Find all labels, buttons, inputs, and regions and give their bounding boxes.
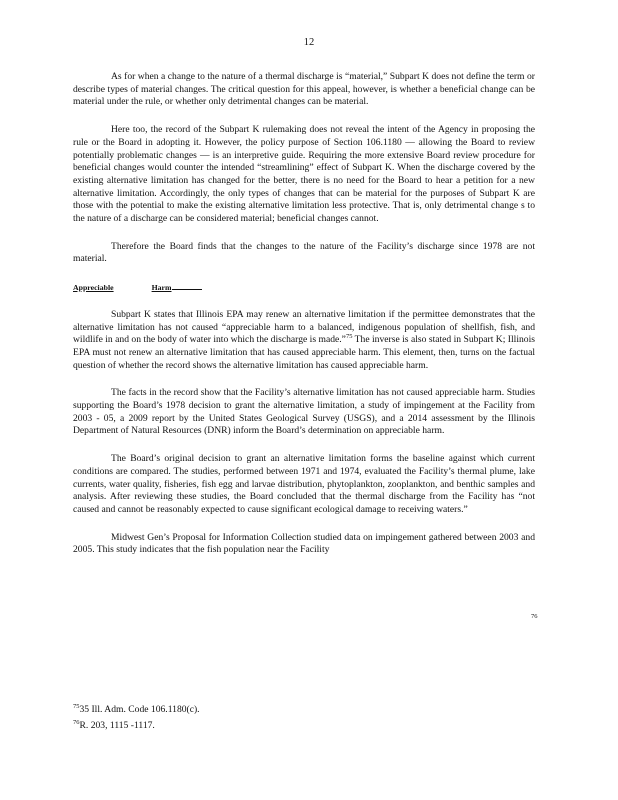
footnote-75-text: 35 Ill. Adm. Code 106.1180(c).: [79, 704, 200, 716]
heading-word-harm: Harm: [151, 283, 172, 293]
paragraph-original-decision: The Board’s original decision to grant an alternative limitation forms the baseline against which current conditions are compared. The studies, performed between 1971 and 1974, evaluated the Facility’s thermal plume, lake currents, water quality, fisheries, fish egg and larvae distribution, phytoplankton, zooplankton, and benthic samples and analysis. After reviewing these studies, the Board concluded that the thermal discharge from the Facility has “not caused and cannot be reasonably expected to cause significant ecological damage to receiving waters.”: [73, 453, 535, 515]
footnote-75: [73, 700, 535, 716]
paragraph-subpart-k-renewal-part1: Subpart K states that Illinois EPA may renew an alternative limitation if the permittee demonstrates that the alternative limitation has not caused “appreciable harm to a balanced, indigenous population of shellfish, fish, and wildlife in and on the body of water into which the discharge is made.”: [73, 308, 535, 346]
paragraph-record-facts: The facts in the record show that the Facility’s alternative limitation has not caused appreciable harm. Studies supporting the Board’s 1978 decision to grant the alternative limitation, a study of impingement at the Facility from 2003 - 05, a 2009 report by the United States Geological Survey (USGS), and a 2014 assessment by the Illinois Department of Natural Resources (DNR) inform the Board’s determination on appreciable harm.: [73, 387, 535, 437]
footnote-76-text: R. 203, 1115 -1117.: [79, 720, 155, 732]
paragraph-impingement-study: Midwest Gen’s Proposal for Information Collection studied data on impingement gathered between 2003 and 2005. This study indicates that the fish population near the Facility: [73, 531, 535, 556]
footnote-76-number: 76: [73, 719, 80, 727]
paragraph-board-finding: Therefore the Board finds that the changes to the nature of the Facility’s discharge since 1978 are not material.: [73, 240, 535, 265]
footnote-76: [73, 716, 535, 732]
footnotes: [73, 700, 535, 732]
footnote-reference-76: 76: [531, 613, 538, 620]
footnote-75-number: 75: [73, 703, 80, 710]
paragraph-material-change: As for when a change to the nature of a thermal discharge is “material,” Subpart K does not define the term or describe types of material changes. The critical question for this appeal, however, is whether a beneficial change can be material under the rule, or whether only detrimental changes can be material.: [73, 71, 535, 108]
paragraph-subpart-k-renewal-part2: The inverse is also stated in Subpart K; Illinois EPA must not renew an alternative limitation that has caused appreciable harm. This element, then, turns on the factual question of whether the record shows the alternative limitation has caused appreciable harm.: [73, 334, 535, 371]
page-number: 12: [303, 37, 315, 48]
footnote-reference-75: 75: [345, 333, 353, 341]
paragraph-subpart-k-intent: Here too, the record of the Subpart K rulemaking does not reveal the intent of the Agency in proposing the rule or the Board in adopting it. However, the policy purpose of Section 106.1180 — allowing the Board to review potentially problematic changes — is an interpretive guide. Requiring the more extensive Board review procedure for beneficial changes would counter the intended “streamlining” effect of Subpart K. When the discharge covered by the existing alternative limitation has changed for the better, there is no need for the Board to hear a petition for a new alternative limitation. Accordingly, the only types of changes that can be material for the purposes of Subpart K are those with the potential to make the existing alternative limitation less protective. That is, only detrimental change s to the nature of a discharge can be considered material; beneficial changes cannot.: [73, 124, 535, 225]
section-heading-appreciable-harm: [73, 281, 535, 295]
heading-word-appreciable: Appreciable: [73, 283, 114, 293]
heading-underline: [172, 281, 202, 290]
body-text: [73, 71, 535, 572]
paragraph-subpart-k-renewal: [73, 309, 535, 373]
